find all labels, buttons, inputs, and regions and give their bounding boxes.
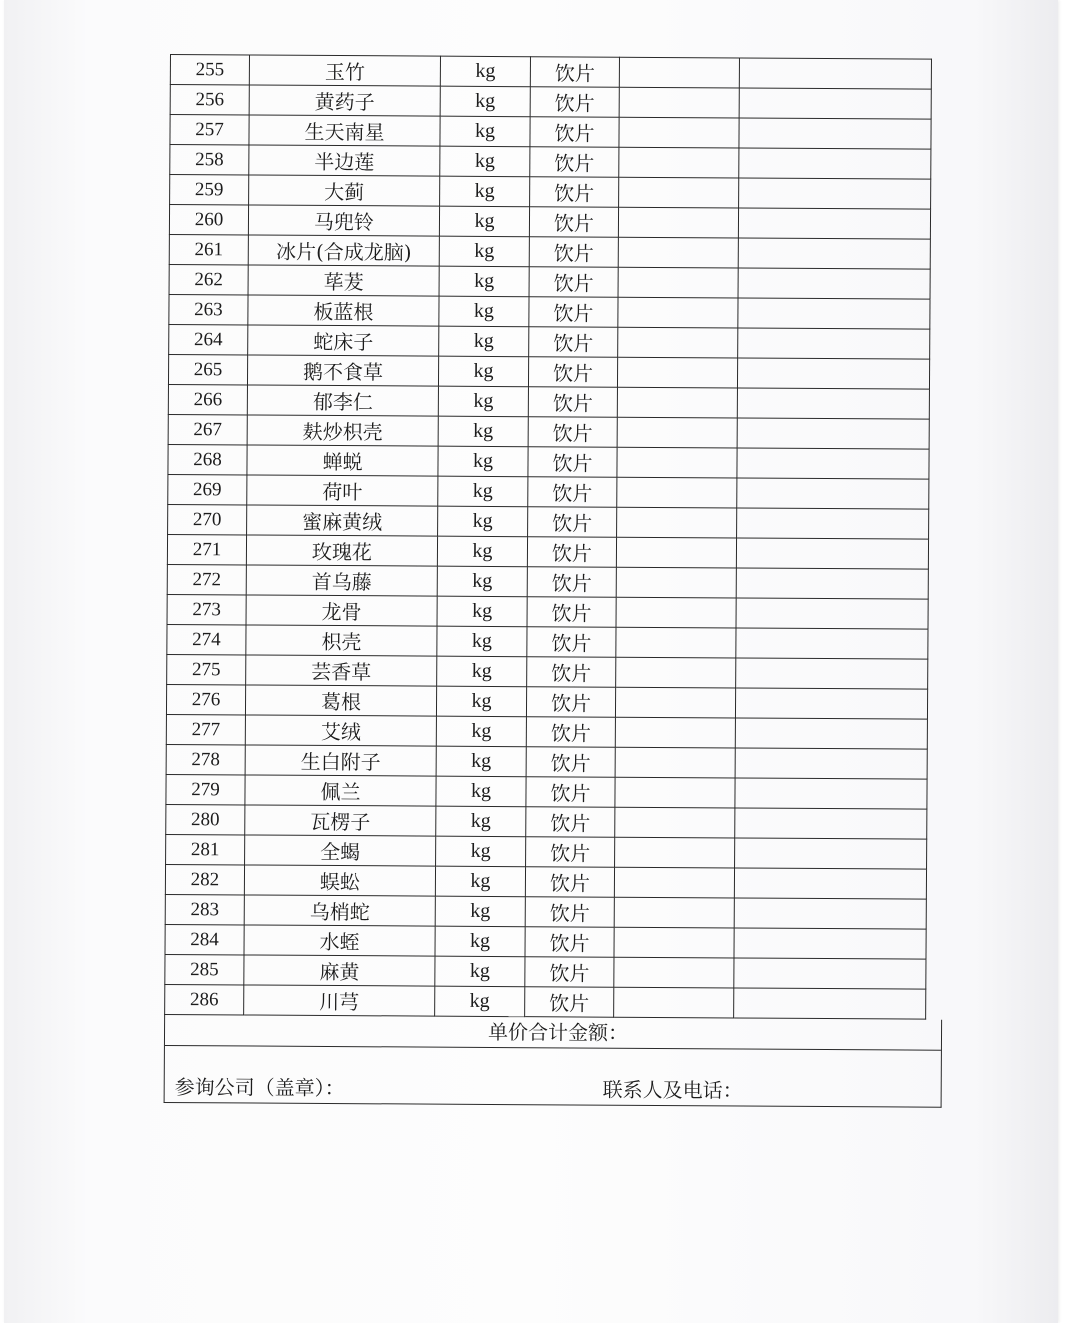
- paper-sheet: [4, 0, 1058, 1323]
- blank-cell: [735, 838, 927, 869]
- table-row: [165, 864, 926, 899]
- unit: kg: [435, 896, 525, 927]
- product-type: 饮片: [527, 537, 616, 568]
- herb-name: 麸炒枳壳: [247, 415, 438, 446]
- product-type: 饮片: [526, 717, 615, 748]
- unit: kg: [438, 416, 528, 447]
- unit: kg: [435, 986, 525, 1017]
- product-type: 饮片: [528, 507, 617, 538]
- blank-cell: [736, 538, 928, 569]
- total-amount-label: 单价合计金额：: [487, 1019, 629, 1045]
- product-type: 饮片: [527, 597, 616, 628]
- product-type: 饮片: [529, 237, 618, 268]
- product-type: 饮片: [526, 687, 615, 718]
- herb-name: 玫瑰花: [246, 535, 437, 566]
- product-type: 饮片: [530, 87, 619, 118]
- blank-cell: [738, 238, 930, 269]
- table-row: [168, 354, 929, 389]
- blank-cell: [614, 957, 734, 988]
- table-row: [166, 714, 927, 749]
- row-number: 256: [170, 85, 249, 115]
- contact-phone-label: 联系人及电话：: [602, 1077, 743, 1103]
- unit: kg: [439, 266, 529, 297]
- row-number: 257: [170, 115, 249, 145]
- unit: kg: [440, 176, 530, 207]
- unit: kg: [436, 716, 526, 747]
- blank-cell: [617, 507, 737, 538]
- blank-cell: [617, 387, 737, 418]
- blank-cell: [737, 478, 929, 509]
- row-number: 270: [168, 504, 247, 534]
- signature-row: [165, 1046, 941, 1107]
- herb-name: 冰片(合成龙脑): [248, 235, 439, 266]
- table-row: [169, 324, 930, 359]
- row-number: 268: [168, 444, 247, 474]
- table-row: [169, 234, 930, 269]
- table-row: [167, 654, 928, 689]
- unit: kg: [440, 116, 530, 147]
- herb-items-table: [164, 54, 932, 1020]
- product-type: 饮片: [530, 177, 619, 208]
- table-row: [167, 594, 928, 629]
- row-number: 266: [168, 384, 247, 414]
- table-row: [165, 984, 926, 1019]
- blank-cell: [737, 448, 929, 479]
- blank-cell: [738, 298, 930, 329]
- product-type: 饮片: [528, 357, 617, 388]
- row-number: 264: [169, 324, 248, 354]
- herb-name: 瓦楞子: [245, 805, 436, 836]
- product-type: 饮片: [525, 897, 614, 928]
- table-row: [167, 534, 928, 569]
- table-row: [165, 924, 926, 959]
- blank-cell: [735, 718, 927, 749]
- unit: kg: [437, 626, 527, 657]
- table-row: [169, 264, 930, 299]
- blank-cell: [619, 177, 739, 208]
- blank-cell: [734, 958, 926, 989]
- blank-cell: [736, 598, 928, 629]
- row-number: 259: [170, 175, 249, 205]
- row-number: 273: [167, 594, 246, 624]
- blank-cell: [615, 807, 735, 838]
- row-number: 260: [169, 205, 248, 235]
- herb-name: 川芎: [244, 985, 435, 1016]
- row-number: 255: [170, 55, 249, 85]
- blank-cell: [616, 537, 736, 568]
- blank-cell: [735, 748, 927, 779]
- blank-cell: [617, 417, 737, 448]
- blank-cell: [735, 808, 927, 839]
- row-number: 279: [166, 774, 245, 804]
- blank-cell: [618, 237, 738, 268]
- blank-cell: [736, 568, 928, 599]
- row-number: 258: [170, 145, 249, 175]
- unit: kg: [435, 866, 525, 897]
- blank-cell: [737, 508, 929, 539]
- product-type: 饮片: [525, 957, 614, 988]
- unit: kg: [439, 206, 529, 237]
- table-row: [168, 384, 929, 419]
- herb-name: 生天南星: [249, 115, 440, 146]
- herb-name: 生白附子: [245, 745, 436, 776]
- table-row: [166, 684, 927, 719]
- herb-name: 首乌藤: [246, 565, 437, 596]
- unit: kg: [437, 566, 527, 597]
- row-number: 282: [165, 864, 244, 894]
- herb-name: 佩兰: [245, 775, 436, 806]
- blank-cell: [739, 148, 931, 179]
- unit: kg: [436, 836, 526, 867]
- herb-name: 蝉蜕: [247, 445, 438, 476]
- herb-name: 玉竹: [249, 55, 440, 86]
- row-number: 262: [169, 264, 248, 294]
- price-inquiry-form: [164, 54, 948, 1108]
- table-row: [166, 834, 927, 869]
- row-number: 263: [169, 294, 248, 324]
- product-type: 饮片: [527, 657, 616, 688]
- row-number: 272: [167, 564, 246, 594]
- table-row: [167, 564, 928, 599]
- blank-cell: [614, 867, 734, 898]
- product-type: 饮片: [526, 747, 615, 778]
- product-type: 饮片: [528, 417, 617, 448]
- product-type: 饮片: [528, 387, 617, 418]
- herb-name: 水蛭: [244, 925, 435, 956]
- product-type: 饮片: [527, 627, 616, 658]
- table-row: [170, 85, 931, 120]
- herb-name: 麻黄: [244, 955, 435, 986]
- product-type: 饮片: [530, 147, 619, 178]
- table-row: [169, 205, 930, 240]
- table-row: [166, 804, 927, 839]
- blank-cell: [736, 658, 928, 689]
- table-row: [167, 624, 928, 659]
- row-number: 267: [168, 414, 247, 444]
- herb-name: 半边莲: [249, 145, 440, 176]
- product-type: 饮片: [529, 297, 618, 328]
- blank-cell: [618, 327, 738, 358]
- product-type: 饮片: [530, 117, 619, 148]
- product-type: 饮片: [525, 987, 614, 1018]
- blank-cell: [619, 147, 739, 178]
- blank-cell: [734, 928, 926, 959]
- herb-name: 艾绒: [245, 715, 436, 746]
- herb-name: 蛇床子: [248, 325, 439, 356]
- herb-name: 蜈蚣: [244, 865, 435, 896]
- product-type: 饮片: [527, 567, 616, 598]
- blank-cell: [615, 777, 735, 808]
- unit: kg: [436, 776, 526, 807]
- blank-cell: [734, 988, 926, 1019]
- table-row: [165, 954, 926, 989]
- table-row: [168, 414, 929, 449]
- table-row: [166, 774, 927, 809]
- unit: kg: [440, 86, 530, 117]
- row-number: 269: [168, 474, 247, 504]
- blank-cell: [616, 567, 736, 598]
- row-number: 277: [166, 714, 245, 744]
- blank-cell: [738, 268, 930, 299]
- product-type: 饮片: [526, 837, 615, 868]
- row-number: 265: [168, 354, 247, 384]
- blank-cell: [615, 837, 735, 868]
- herb-name: 马兜铃: [248, 205, 439, 236]
- herb-items-body: [165, 55, 932, 1020]
- unit: kg: [435, 926, 525, 957]
- product-type: 饮片: [526, 777, 615, 808]
- blank-cell: [734, 898, 926, 929]
- table-row: [170, 175, 931, 210]
- herb-name: 大蓟: [249, 175, 440, 206]
- blank-cell: [617, 447, 737, 478]
- table-row: [170, 55, 931, 90]
- blank-cell: [619, 87, 739, 118]
- blank-cell: [615, 717, 735, 748]
- unit: kg: [438, 386, 528, 417]
- blank-cell: [617, 477, 737, 508]
- row-number: 274: [167, 624, 246, 654]
- unit: kg: [437, 536, 527, 567]
- product-type: 饮片: [526, 807, 615, 838]
- blank-cell: [614, 987, 734, 1018]
- blank-cell: [739, 58, 931, 89]
- blank-cell: [736, 628, 928, 659]
- product-type: 饮片: [529, 267, 618, 298]
- herb-name: 乌梢蛇: [244, 895, 435, 926]
- row-number: 278: [166, 744, 245, 774]
- blank-cell: [615, 747, 735, 778]
- herb-name: 蜜麻黄绒: [247, 505, 438, 536]
- blank-cell: [734, 868, 926, 899]
- blank-cell: [737, 418, 929, 449]
- unit: kg: [435, 956, 525, 987]
- unit: kg: [439, 326, 529, 357]
- blank-cell: [615, 687, 735, 718]
- blank-cell: [735, 778, 927, 809]
- table-row: [168, 504, 929, 539]
- herb-name: 板蓝根: [248, 295, 439, 326]
- table-row: [168, 474, 929, 509]
- row-number: 281: [166, 834, 245, 864]
- table-row: [166, 744, 927, 779]
- unit: kg: [439, 236, 529, 267]
- row-number: 261: [169, 234, 248, 264]
- unit: kg: [440, 146, 530, 177]
- herb-name: 龙骨: [246, 595, 437, 626]
- blank-cell: [739, 118, 931, 149]
- row-number: 286: [165, 984, 244, 1014]
- row-number: 275: [167, 654, 246, 684]
- blank-cell: [737, 388, 929, 419]
- blank-cell: [738, 208, 930, 239]
- unit: kg: [436, 686, 526, 717]
- herb-name: 郁李仁: [247, 385, 438, 416]
- unit: kg: [438, 506, 528, 537]
- blank-cell: [618, 297, 738, 328]
- product-type: 饮片: [528, 447, 617, 478]
- unit: kg: [440, 56, 530, 87]
- unit: kg: [437, 656, 527, 687]
- blank-cell: [616, 597, 736, 628]
- table-row: [170, 145, 931, 180]
- blank-cell: [739, 178, 931, 209]
- herb-name: 芸香草: [246, 655, 437, 686]
- product-type: 饮片: [525, 927, 614, 958]
- row-number: 280: [166, 804, 245, 834]
- blank-cell: [739, 88, 931, 119]
- unit: kg: [437, 596, 527, 627]
- row-number: 283: [165, 894, 244, 924]
- blank-cell: [619, 57, 739, 88]
- row-number: 284: [165, 924, 244, 954]
- herb-name: 荷叶: [247, 475, 438, 506]
- unit: kg: [436, 806, 526, 837]
- blank-cell: [616, 627, 736, 658]
- herb-name: 荜茇: [248, 265, 439, 296]
- unit: kg: [438, 446, 528, 477]
- blank-cell: [618, 207, 738, 238]
- blank-cell: [735, 688, 927, 719]
- unit: kg: [439, 296, 529, 327]
- row-number: 271: [167, 534, 246, 564]
- company-seal-label: 参询公司（盖章）：: [174, 1075, 345, 1101]
- product-type: 饮片: [525, 867, 614, 898]
- form-footer: [164, 1015, 943, 1108]
- blank-cell: [614, 897, 734, 928]
- table-row: [168, 444, 929, 479]
- table-row: [170, 115, 931, 150]
- blank-cell: [619, 117, 739, 148]
- blank-cell: [618, 267, 738, 298]
- unit: kg: [438, 476, 528, 507]
- herb-name: 葛根: [245, 685, 436, 716]
- table-row: [169, 294, 930, 329]
- table-row: [165, 894, 926, 929]
- row-number: 285: [165, 954, 244, 984]
- product-type: 饮片: [530, 57, 619, 88]
- blank-cell: [616, 657, 736, 688]
- blank-cell: [617, 357, 737, 388]
- blank-cell: [738, 328, 930, 359]
- unit: kg: [436, 746, 526, 777]
- product-type: 饮片: [529, 207, 618, 238]
- blank-cell: [737, 358, 929, 389]
- herb-name: 黄药子: [249, 85, 440, 116]
- product-type: 饮片: [528, 477, 617, 508]
- herb-name: 鹅不食草: [247, 355, 438, 386]
- herb-name: 枳壳: [246, 625, 437, 656]
- unit: kg: [438, 356, 528, 387]
- row-number: 276: [166, 684, 245, 714]
- herb-name: 全蝎: [245, 835, 436, 866]
- product-type: 饮片: [529, 327, 618, 358]
- blank-cell: [614, 927, 734, 958]
- total-amount-row: [165, 1015, 941, 1051]
